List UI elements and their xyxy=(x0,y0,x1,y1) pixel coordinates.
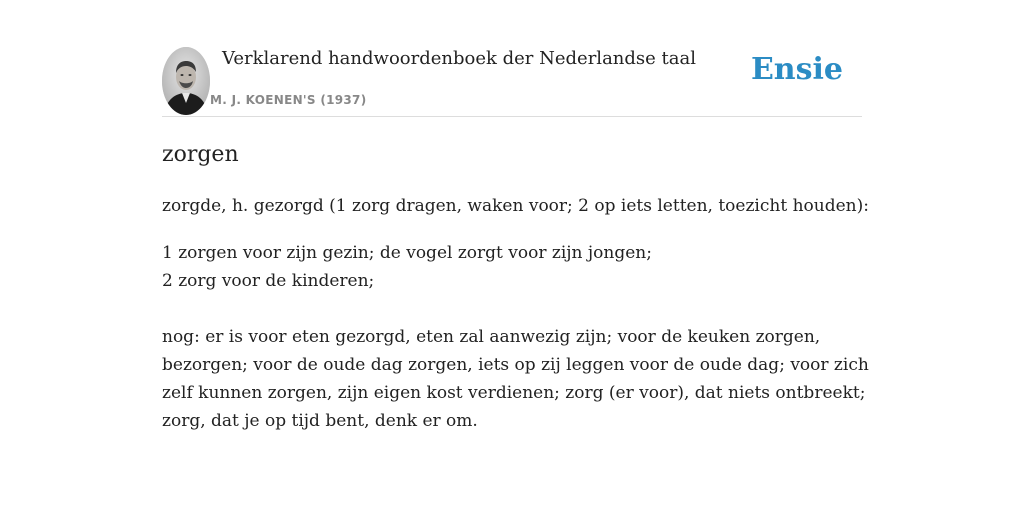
author-avatar[interactable] xyxy=(162,47,210,115)
book-author: M. J. KOENEN'S (1937) xyxy=(210,93,367,107)
entry-note xyxy=(162,323,869,435)
note-line: zorg, dat je op tijd bent, denk er om. xyxy=(162,411,478,431)
ensie-logo[interactable]: Ensie xyxy=(750,52,843,87)
note-line: nog: er is voor eten gezorgd, eten zal aanwezig zijn; voor de keuken zorgen, xyxy=(162,327,821,347)
entry-examples xyxy=(162,239,862,295)
header xyxy=(162,0,862,117)
example-line: 2 zorg voor de kinderen; xyxy=(162,271,375,291)
portrait-icon xyxy=(162,47,210,115)
example-line: 1 zorgen voor zijn gezin; de vogel zorgt voor zijn jongen; xyxy=(162,243,652,263)
entry-title: zorgen xyxy=(162,142,239,167)
book-title[interactable]: Verklarend handwoordenboek der Nederlandse taal xyxy=(222,48,696,69)
entry-definition: zorgde, h. gezorgd (1 zorg dragen, waken voor; 2 op iets letten, toezicht houden): xyxy=(162,196,869,216)
note-line: bezorgen; voor de oude dag zorgen, iets op zij leggen voor de oude dag; voor zich xyxy=(162,355,869,375)
note-line: zelf kunnen zorgen, zijn eigen kost verdienen; zorg (er voor), dat niets ontbreekt; xyxy=(162,383,866,403)
page xyxy=(162,0,869,431)
